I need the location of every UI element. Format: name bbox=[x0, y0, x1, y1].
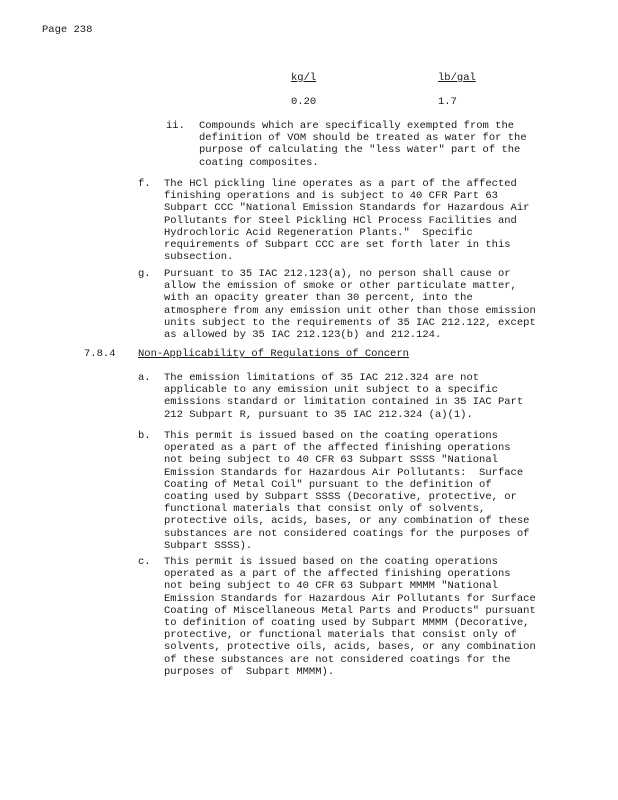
units-value-lb-per-gal: 1.7 bbox=[438, 96, 457, 108]
units-value-kg-per-liter: 0.20 bbox=[291, 96, 317, 108]
section-item-b-text: This permit is issued based on the coating operations operated as a part of the affected finishing operations not being subject to 40 CFR 63 Subpart SSSS "National Emission Standards for Hazardous Air Pollutants: Surface Coating of Metal Coil" pursuant to the definition of coating used by Subpart SSSS (Decorative, protective, or functional materials that consist only of solvents, protective oils, acids, bases, or any combination of these substances are not considered coatings for the purposes of Subpart SSSS). bbox=[164, 430, 530, 552]
section-item-a-text: The emission limitations of 35 IAC 212.324 are not applicable to any emission unit subject to a specific emissions standard or limitation contained in 35 IAC Part 212 Subpart R, pursuant to 35 IAC 212.324 (a)(1). bbox=[164, 372, 524, 421]
item-text-ii: Compounds which are specifically exempted from the definition of VOM should be treated as water for the purpose of calculating the "less water" part of the coating composites. bbox=[199, 120, 527, 169]
section-title bbox=[138, 348, 409, 360]
item-text-g: Pursuant to 35 IAC 212.123(a), no person shall cause or allow the emission of smoke or other particulate matter, with an opacity greater than 30 percent, into the atmosphere from any emission unit other than those emission units subject to the requirements of 35 IAC 212.122, except as allowed by 35 IAC 212.123(b) and 212.124. bbox=[164, 268, 536, 342]
section-number: 7.8.4 bbox=[84, 348, 116, 360]
units-header-kg-per-liter: kg/l bbox=[291, 72, 317, 84]
item-label-g: g. bbox=[138, 268, 151, 280]
section-item-label-b: b. bbox=[138, 430, 151, 442]
page-number: Page 238 bbox=[42, 24, 93, 36]
item-text-f: The HCl pickling line operates as a part of the affected finishing operations and is subject to 40 CFR Part 63 Subpart CCC "National Emission Standards for Hazardous Air Pollutants for Steel Pickling HCl Process Facilities and Hydrochloric Acid Regeneration Plants." Specific requirements of Subpart CCC are set forth later in this subsection. bbox=[164, 178, 530, 264]
section-item-label-c: c. bbox=[138, 556, 151, 568]
section-title-text: Non-Applicability of Regulations of Concern bbox=[138, 348, 409, 360]
section-item-label-a: a. bbox=[138, 372, 151, 384]
item-label-f: f. bbox=[138, 178, 151, 190]
units-header-lb-per-gal: lb/gal bbox=[438, 72, 476, 84]
item-label-ii: ii. bbox=[166, 120, 185, 132]
section-item-c-text: This permit is issued based on the coating operations operated as a part of the affected finishing operations not being subject to 40 CFR 63 Subpart MMMM "National Emission Standards for Hazardous Air Pollutants for Surface Coating of Miscellaneous Metal Parts and Products" pursuant to definition of coating used by Subpart MMMM (Decorative, protective, or functional materials that consist only of solvents, protective oils, acids, bases, or any combination of these substances are not considered coatings for the purposes of Subpart MMMM). bbox=[164, 556, 536, 678]
